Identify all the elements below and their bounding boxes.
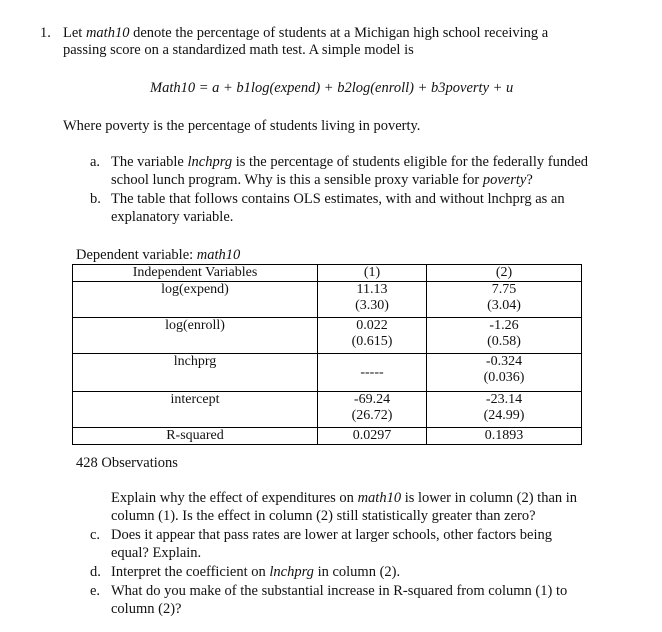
coef: -69.24 [353,392,391,407]
std-error: (26.72) [351,408,393,423]
part-c-line-2: equal? Explain. [111,545,202,561]
std-error: (0.615) [351,334,393,349]
part-a-letter: a. [90,154,101,170]
part-a-variable-2: poverty [482,172,527,188]
part-a-text-2-rest: ? [526,172,533,188]
intro-variable: math10 [85,25,130,41]
coef: ----- [360,364,384,380]
model-equation: Math10 = a + b1log(expend) + b2log(enroll) + b3poverty + u [150,80,514,96]
header-independent-variables: Independent Variables [73,265,318,282]
intro-line-1 [63,25,548,42]
part-c-letter: c. [90,527,101,543]
cell [318,318,427,354]
table-row [73,392,582,428]
table-row [73,282,582,318]
intro-line-2: passing score on a standardized math test. A simple model is [63,42,414,58]
part-b-line-2: explanatory variable. [111,209,234,225]
question-number: 1. [40,25,51,41]
std-error: (3.04) [487,298,521,313]
coef: -23.14 [485,392,523,407]
cell [427,392,582,428]
explain-text: Explain why the effect of expenditures on [111,490,358,506]
row-name: intercept [73,392,318,428]
cell [318,354,427,392]
part-a-line-2 [111,172,533,189]
table-row [73,354,582,392]
std-error: (3.30) [355,298,389,313]
table-caption [76,247,240,264]
coef: -1.26 [489,318,519,333]
explain-text-rest: is lower in column (2) than in [401,490,578,506]
explain-line-2: column (1). Is the effect in column (2) still statistically greater than zero? [111,508,536,524]
part-e-letter: e. [90,583,101,599]
cell [318,392,427,428]
rsquared-row [73,428,582,445]
table-header-row [73,265,582,282]
table-row [73,318,582,354]
row-name: log(expend) [73,282,318,318]
row-name: R-squared [73,428,318,445]
std-error: (0.036) [483,370,525,385]
row-name: log(enroll) [73,318,318,354]
cell [427,282,582,318]
part-c-line-1: Does it appear that pass rates are lower at larger schools, other factors being [111,527,553,543]
header-col-1: (1) [318,265,427,282]
caption-variable: math10 [196,247,241,263]
intro-text: Let [63,25,86,41]
intro-text-rest: denote the percentage of students at a Michigan high school receiving a [129,25,549,41]
observations: 428 Observations [76,455,178,471]
explain-line-1 [111,490,577,507]
part-b-line-1: The table that follows contains OLS estimates, with and without lnchprg as an [111,191,565,207]
coef: 11.13 [356,282,388,297]
part-a-text: The variable [111,154,188,170]
part-d-text: Interpret the coefficient on [111,564,270,580]
explain-variable: math10 [357,490,402,506]
std-error: (24.99) [483,408,525,423]
cell: 0.0297 [318,428,427,445]
caption-text: Dependent variable: [76,247,197,263]
coef: 7.75 [491,282,517,297]
regression-table [72,264,582,445]
header-col-2: (2) [427,265,582,282]
cell [427,354,582,392]
part-a-text-2: school lunch program. Why is this a sensible proxy variable for [111,172,483,188]
part-a-variable: lnchprg [187,154,233,170]
cell [318,282,427,318]
part-d-text-rest: in column (2). [313,564,401,580]
coef: -0.324 [485,354,523,369]
part-d-letter: d. [90,564,101,580]
part-a-line-1 [111,154,588,171]
part-e-line-1: What do you make of the substantial increase in R-squared from column (1) to [111,583,568,599]
part-a-text-rest: is the percentage of students eligible for the federally funded [232,154,589,170]
coef: 0.022 [356,318,388,333]
row-name: lnchprg [73,354,318,392]
std-error: (0.58) [487,334,521,349]
cell: 0.1893 [427,428,582,445]
part-b-letter: b. [90,191,101,207]
part-d-variable: lnchprg [269,564,314,580]
where-line: Where poverty is the percentage of students living in poverty. [63,118,421,134]
cell [427,318,582,354]
part-e-line-2: column (2)? [111,601,182,617]
part-d-line [111,564,400,581]
